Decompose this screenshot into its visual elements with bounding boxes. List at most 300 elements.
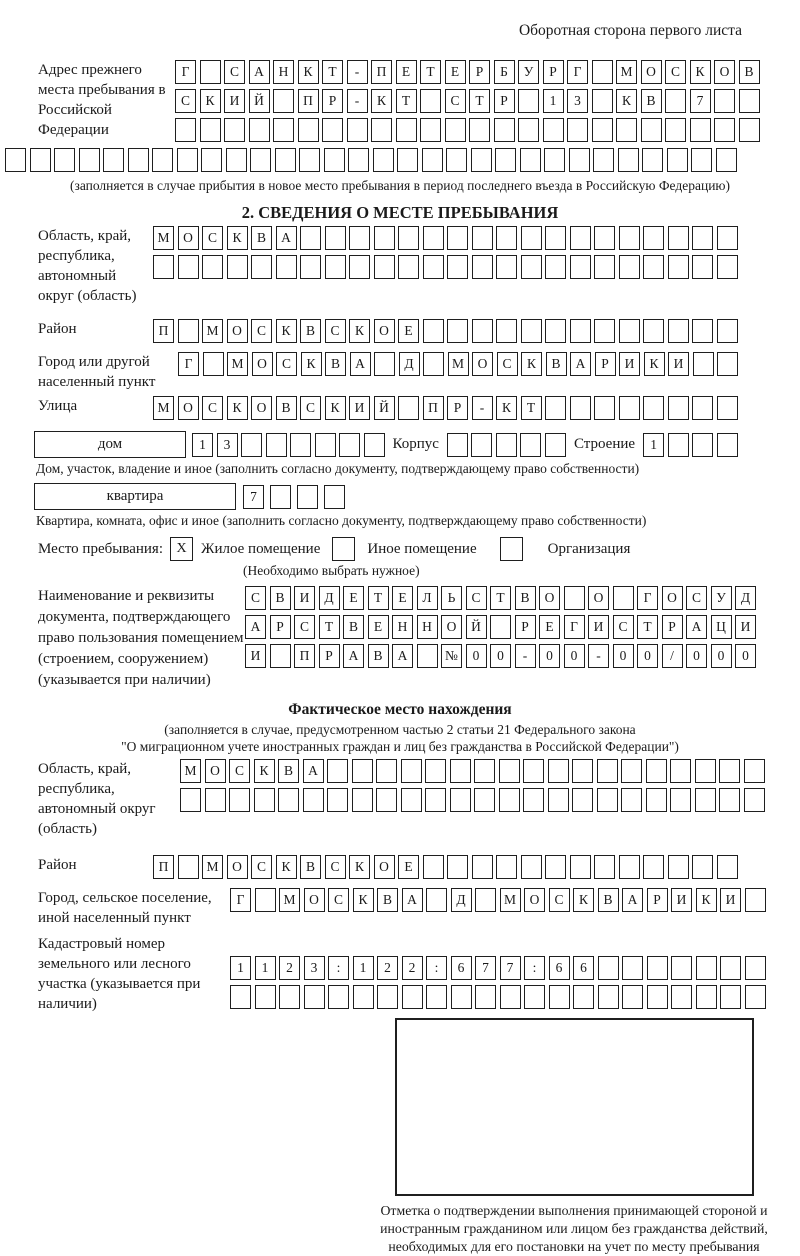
char-cell[interactable]: Т [469, 89, 490, 113]
char-cell[interactable]: П [298, 89, 319, 113]
char-cell[interactable]: С [549, 888, 570, 912]
char-cell[interactable] [545, 396, 566, 420]
char-cell[interactable] [273, 89, 294, 113]
char-cell[interactable] [472, 226, 493, 250]
char-cell[interactable] [79, 148, 100, 172]
char-cell[interactable] [377, 985, 398, 1009]
char-cell[interactable]: - [515, 644, 536, 668]
char-cell[interactable] [396, 118, 417, 142]
char-cell[interactable]: О [178, 396, 199, 420]
char-cell[interactable]: 0 [735, 644, 756, 668]
char-cell[interactable] [402, 985, 423, 1009]
char-cell[interactable] [474, 788, 495, 812]
char-cell[interactable]: Р [469, 60, 490, 84]
char-cell[interactable] [692, 319, 713, 343]
char-cell[interactable] [325, 226, 346, 250]
char-cell[interactable]: А [686, 615, 707, 639]
char-cell[interactable]: О [304, 888, 325, 912]
char-cell[interactable] [518, 118, 539, 142]
char-cell[interactable]: 0 [466, 644, 487, 668]
char-cell[interactable]: 7 [500, 956, 521, 980]
char-cell[interactable]: В [598, 888, 619, 912]
char-cell[interactable]: 0 [539, 644, 560, 668]
char-cell[interactable] [598, 985, 619, 1009]
char-cell[interactable]: В [276, 396, 297, 420]
char-cell[interactable] [719, 788, 740, 812]
char-cell[interactable] [398, 226, 419, 250]
char-cell[interactable] [545, 226, 566, 250]
char-cell[interactable]: 6 [451, 956, 472, 980]
char-cell[interactable]: - [472, 396, 493, 420]
char-cell[interactable] [695, 759, 716, 783]
char-cell[interactable] [597, 759, 618, 783]
char-cell[interactable]: О [714, 60, 735, 84]
char-cell[interactable]: 1 [192, 433, 213, 457]
char-cell[interactable]: О [227, 855, 248, 879]
char-cell[interactable] [398, 255, 419, 279]
char-cell[interactable] [543, 118, 564, 142]
char-cell[interactable]: А [276, 226, 297, 250]
char-cell[interactable] [643, 855, 664, 879]
char-cell[interactable] [592, 60, 613, 84]
char-cell[interactable]: О [205, 759, 226, 783]
char-cell[interactable] [668, 319, 689, 343]
char-cell[interactable] [376, 759, 397, 783]
char-cell[interactable] [544, 148, 565, 172]
char-cell[interactable] [266, 433, 287, 457]
char-cell[interactable] [692, 226, 713, 250]
char-cell[interactable] [249, 118, 270, 142]
char-cell[interactable] [325, 255, 346, 279]
char-cell[interactable]: 0 [490, 644, 511, 668]
char-cell[interactable]: К [573, 888, 594, 912]
char-cell[interactable]: С [202, 226, 223, 250]
char-cell[interactable]: В [739, 60, 760, 84]
char-cell[interactable]: Г [567, 60, 588, 84]
char-cell[interactable]: 0 [564, 644, 585, 668]
char-cell[interactable] [622, 956, 643, 980]
char-cell[interactable]: О [227, 319, 248, 343]
char-cell[interactable] [717, 855, 738, 879]
char-cell[interactable]: Е [343, 586, 364, 610]
char-cell[interactable]: У [518, 60, 539, 84]
char-cell[interactable] [745, 956, 766, 980]
char-cell[interactable]: К [690, 60, 711, 84]
char-cell[interactable] [692, 255, 713, 279]
char-cell[interactable] [549, 985, 570, 1009]
char-cell[interactable]: К [200, 89, 221, 113]
char-cell[interactable] [643, 255, 664, 279]
char-cell[interactable] [665, 118, 686, 142]
char-cell[interactable]: Р [322, 89, 343, 113]
char-cell[interactable] [641, 118, 662, 142]
char-cell[interactable] [371, 118, 392, 142]
char-cell[interactable] [714, 89, 735, 113]
char-cell[interactable]: О [251, 396, 272, 420]
char-cell[interactable] [496, 433, 517, 457]
char-cell[interactable] [30, 148, 51, 172]
char-cell[interactable]: К [353, 888, 374, 912]
char-cell[interactable]: Т [490, 586, 511, 610]
char-cell[interactable] [417, 644, 438, 668]
char-cell[interactable]: Ц [711, 615, 732, 639]
char-cell[interactable] [744, 788, 765, 812]
char-cell[interactable]: С [251, 855, 272, 879]
char-cell[interactable] [619, 226, 640, 250]
char-cell[interactable]: Н [392, 615, 413, 639]
char-cell[interactable] [469, 118, 490, 142]
char-cell[interactable] [303, 788, 324, 812]
char-cell[interactable]: М [448, 352, 469, 376]
char-cell[interactable]: И [588, 615, 609, 639]
char-cell[interactable] [423, 226, 444, 250]
char-cell[interactable]: Г [230, 888, 251, 912]
char-cell[interactable]: М [153, 226, 174, 250]
char-cell[interactable] [499, 759, 520, 783]
char-cell[interactable]: О [441, 615, 462, 639]
char-cell[interactable] [201, 148, 222, 172]
char-cell[interactable] [475, 985, 496, 1009]
char-cell[interactable]: 1 [255, 956, 276, 980]
char-cell[interactable] [668, 255, 689, 279]
char-cell[interactable] [716, 148, 737, 172]
char-cell[interactable] [376, 788, 397, 812]
char-cell[interactable]: В [641, 89, 662, 113]
char-cell[interactable] [523, 759, 544, 783]
char-cell[interactable]: П [294, 644, 315, 668]
char-cell[interactable]: Й [466, 615, 487, 639]
char-cell[interactable]: А [245, 615, 266, 639]
char-cell[interactable] [273, 118, 294, 142]
char-cell[interactable] [594, 319, 615, 343]
char-cell[interactable] [304, 985, 325, 1009]
char-cell[interactable]: 7 [475, 956, 496, 980]
char-cell[interactable]: С [229, 759, 250, 783]
char-cell[interactable]: М [153, 396, 174, 420]
char-cell[interactable]: К [371, 89, 392, 113]
char-cell[interactable]: Т [637, 615, 658, 639]
char-cell[interactable] [592, 89, 613, 113]
char-cell[interactable] [646, 788, 667, 812]
char-cell[interactable] [520, 433, 541, 457]
char-cell[interactable]: О [374, 319, 395, 343]
char-cell[interactable]: И [671, 888, 692, 912]
char-cell[interactable]: Д [735, 586, 756, 610]
char-cell[interactable] [227, 255, 248, 279]
char-cell[interactable]: Г [637, 586, 658, 610]
char-cell[interactable] [279, 985, 300, 1009]
char-cell[interactable] [613, 586, 634, 610]
char-cell[interactable] [447, 319, 468, 343]
char-cell[interactable]: Р [543, 60, 564, 84]
char-cell[interactable]: В [377, 888, 398, 912]
char-cell[interactable] [290, 433, 311, 457]
char-cell[interactable] [322, 118, 343, 142]
char-cell[interactable] [622, 985, 643, 1009]
char-cell[interactable] [446, 148, 467, 172]
char-cell[interactable] [490, 615, 511, 639]
char-cell[interactable]: И [619, 352, 640, 376]
char-cell[interactable]: К [276, 855, 297, 879]
char-cell[interactable]: Р [662, 615, 683, 639]
char-cell[interactable]: К [276, 319, 297, 343]
char-cell[interactable] [422, 148, 443, 172]
char-cell[interactable]: О [178, 226, 199, 250]
char-cell[interactable]: Р [319, 644, 340, 668]
char-cell[interactable] [696, 985, 717, 1009]
char-cell[interactable] [450, 788, 471, 812]
char-cell[interactable] [593, 148, 614, 172]
char-cell[interactable]: С [276, 352, 297, 376]
char-cell[interactable] [300, 226, 321, 250]
char-cell[interactable] [668, 433, 689, 457]
char-cell[interactable]: А [570, 352, 591, 376]
char-cell[interactable] [572, 788, 593, 812]
char-cell[interactable] [205, 788, 226, 812]
char-cell[interactable]: К [349, 319, 370, 343]
char-cell[interactable]: 6 [549, 956, 570, 980]
char-cell[interactable]: К [521, 352, 542, 376]
char-cell[interactable]: С [466, 586, 487, 610]
char-cell[interactable]: : [328, 956, 349, 980]
char-cell[interactable]: В [251, 226, 272, 250]
char-cell[interactable] [447, 226, 468, 250]
char-cell[interactable]: Д [319, 586, 340, 610]
char-cell[interactable]: С [497, 352, 518, 376]
char-cell[interactable] [496, 255, 517, 279]
char-cell[interactable] [255, 985, 276, 1009]
char-cell[interactable] [250, 148, 271, 172]
char-cell[interactable]: И [720, 888, 741, 912]
char-cell[interactable] [425, 759, 446, 783]
char-cell[interactable]: Р [515, 615, 536, 639]
char-cell[interactable] [524, 985, 545, 1009]
char-cell[interactable] [693, 352, 714, 376]
char-cell[interactable]: О [252, 352, 273, 376]
char-cell[interactable]: Е [396, 60, 417, 84]
char-cell[interactable] [499, 788, 520, 812]
char-cell[interactable]: А [402, 888, 423, 912]
char-cell[interactable] [523, 788, 544, 812]
char-cell[interactable] [103, 148, 124, 172]
char-cell[interactable]: Б [494, 60, 515, 84]
char-cell[interactable]: Е [398, 319, 419, 343]
char-cell[interactable]: : [426, 956, 447, 980]
char-cell[interactable] [270, 644, 291, 668]
char-cell[interactable]: О [472, 352, 493, 376]
char-cell[interactable] [229, 788, 250, 812]
char-cell[interactable]: Т [420, 60, 441, 84]
char-cell[interactable]: С [686, 586, 707, 610]
char-cell[interactable] [619, 396, 640, 420]
char-cell[interactable]: М [180, 759, 201, 783]
char-cell[interactable]: О [662, 586, 683, 610]
char-cell[interactable]: В [515, 586, 536, 610]
char-cell[interactable] [619, 255, 640, 279]
char-cell[interactable] [621, 759, 642, 783]
char-cell[interactable]: Г [564, 615, 585, 639]
char-cell[interactable]: 7 [243, 485, 264, 509]
char-cell[interactable]: Н [417, 615, 438, 639]
char-cell[interactable] [202, 255, 223, 279]
char-cell[interactable]: № [441, 644, 462, 668]
char-cell[interactable] [668, 396, 689, 420]
char-cell[interactable]: С [328, 888, 349, 912]
char-cell[interactable]: Р [494, 89, 515, 113]
char-cell[interactable]: К [349, 855, 370, 879]
char-cell[interactable] [226, 148, 247, 172]
char-cell[interactable]: - [347, 89, 368, 113]
char-cell[interactable] [642, 148, 663, 172]
char-cell[interactable] [570, 226, 591, 250]
char-cell[interactable] [224, 118, 245, 142]
char-cell[interactable]: А [350, 352, 371, 376]
char-cell[interactable] [347, 118, 368, 142]
char-cell[interactable]: К [298, 60, 319, 84]
char-cell[interactable]: С [224, 60, 245, 84]
char-cell[interactable]: К [496, 396, 517, 420]
char-cell[interactable] [643, 226, 664, 250]
char-cell[interactable]: Е [368, 615, 389, 639]
checkbox-other-premises[interactable] [332, 537, 355, 561]
char-cell[interactable] [420, 118, 441, 142]
char-cell[interactable] [299, 148, 320, 172]
char-cell[interactable]: Р [270, 615, 291, 639]
char-cell[interactable]: В [270, 586, 291, 610]
char-cell[interactable]: 6 [573, 956, 594, 980]
char-cell[interactable]: Т [322, 60, 343, 84]
char-cell[interactable] [397, 148, 418, 172]
char-cell[interactable] [692, 855, 713, 879]
char-cell[interactable]: И [245, 644, 266, 668]
char-cell[interactable] [598, 956, 619, 980]
char-cell[interactable] [696, 956, 717, 980]
char-cell[interactable]: И [349, 396, 370, 420]
char-cell[interactable] [203, 352, 224, 376]
char-cell[interactable] [152, 148, 173, 172]
char-cell[interactable] [315, 433, 336, 457]
char-cell[interactable] [668, 226, 689, 250]
char-cell[interactable]: К [254, 759, 275, 783]
char-cell[interactable] [255, 888, 276, 912]
char-cell[interactable] [401, 788, 422, 812]
char-cell[interactable] [569, 148, 590, 172]
char-cell[interactable] [230, 985, 251, 1009]
char-cell[interactable] [594, 255, 615, 279]
char-cell[interactable]: Р [447, 396, 468, 420]
char-cell[interactable]: И [735, 615, 756, 639]
char-cell[interactable] [200, 60, 221, 84]
char-cell[interactable] [398, 396, 419, 420]
char-cell[interactable] [647, 956, 668, 980]
char-cell[interactable]: М [202, 319, 223, 343]
char-cell[interactable]: Т [368, 586, 389, 610]
char-cell[interactable] [496, 226, 517, 250]
char-cell[interactable] [447, 855, 468, 879]
char-cell[interactable]: Р [647, 888, 668, 912]
char-cell[interactable] [548, 788, 569, 812]
char-cell[interactable] [717, 352, 738, 376]
char-cell[interactable] [619, 855, 640, 879]
char-cell[interactable]: Т [319, 615, 340, 639]
char-cell[interactable] [374, 226, 395, 250]
char-cell[interactable] [616, 118, 637, 142]
char-cell[interactable] [570, 396, 591, 420]
char-cell[interactable] [545, 255, 566, 279]
char-cell[interactable]: А [343, 644, 364, 668]
char-cell[interactable]: У [711, 586, 732, 610]
char-cell[interactable] [567, 118, 588, 142]
char-cell[interactable] [719, 759, 740, 783]
char-cell[interactable] [545, 855, 566, 879]
char-cell[interactable] [177, 148, 198, 172]
char-cell[interactable] [739, 89, 760, 113]
char-cell[interactable] [328, 985, 349, 1009]
char-cell[interactable]: В [546, 352, 567, 376]
char-cell[interactable] [521, 319, 542, 343]
char-cell[interactable] [426, 888, 447, 912]
char-cell[interactable] [353, 985, 374, 1009]
char-cell[interactable] [496, 855, 517, 879]
char-cell[interactable] [178, 255, 199, 279]
char-cell[interactable]: О [524, 888, 545, 912]
char-cell[interactable]: О [588, 586, 609, 610]
char-cell[interactable]: С [245, 586, 266, 610]
char-cell[interactable] [426, 985, 447, 1009]
char-cell[interactable] [373, 148, 394, 172]
char-cell[interactable]: М [202, 855, 223, 879]
char-cell[interactable] [671, 985, 692, 1009]
char-cell[interactable] [717, 319, 738, 343]
char-cell[interactable] [270, 485, 291, 509]
char-cell[interactable]: Н [273, 60, 294, 84]
char-cell[interactable]: Ь [441, 586, 462, 610]
char-cell[interactable] [349, 226, 370, 250]
char-cell[interactable] [324, 148, 345, 172]
char-cell[interactable] [573, 985, 594, 1009]
char-cell[interactable] [447, 433, 468, 457]
char-cell[interactable] [475, 888, 496, 912]
char-cell[interactable]: Г [178, 352, 199, 376]
char-cell[interactable]: К [301, 352, 322, 376]
char-cell[interactable] [665, 89, 686, 113]
char-cell[interactable]: 1 [353, 956, 374, 980]
char-cell[interactable] [324, 485, 345, 509]
char-cell[interactable]: Е [398, 855, 419, 879]
char-cell[interactable] [647, 985, 668, 1009]
char-cell[interactable]: С [613, 615, 634, 639]
char-cell[interactable] [720, 985, 741, 1009]
char-cell[interactable]: 3 [567, 89, 588, 113]
char-cell[interactable]: 2 [402, 956, 423, 980]
char-cell[interactable]: 1 [543, 89, 564, 113]
char-cell[interactable]: Е [445, 60, 466, 84]
char-cell[interactable] [564, 586, 585, 610]
char-cell[interactable] [327, 759, 348, 783]
char-cell[interactable]: М [279, 888, 300, 912]
char-cell[interactable]: С [251, 319, 272, 343]
char-cell[interactable] [374, 352, 395, 376]
char-cell[interactable]: 1 [230, 956, 251, 980]
char-cell[interactable] [621, 788, 642, 812]
char-cell[interactable] [401, 759, 422, 783]
char-cell[interactable] [594, 855, 615, 879]
char-cell[interactable] [739, 118, 760, 142]
char-cell[interactable]: К [644, 352, 665, 376]
char-cell[interactable]: К [616, 89, 637, 113]
char-cell[interactable]: В [278, 759, 299, 783]
char-cell[interactable]: 0 [711, 644, 732, 668]
